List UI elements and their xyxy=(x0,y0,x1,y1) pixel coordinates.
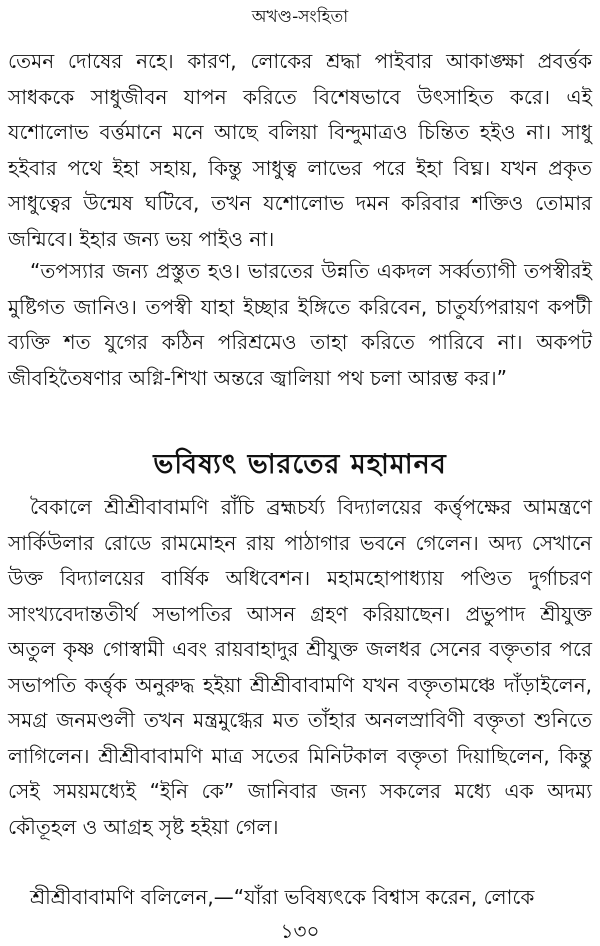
paragraph-lecture-event: বৈকালে শ্রীশ্রীবাবামণি রাঁচি ব্রহ্মচর্য্য বিদ্যালয়ের কর্ত্তৃপক্ষের আমন্ত্রণে সার্কিউলার রোডে রামমোহন রায় পাঠাগার ভবনে গেলেন। অদ্য সেখানে উক্ত বিদ্যালয়ের বার্ষিক অধিবেশন। মহামহোপাধ্যায় পণ্ডিত দুর্গাচরণ সাংখ্যবেদান্ততীর্থ সভাপতির আসন গ্রহণ করিয়াছেন। প্রভুপাদ শ্রীযুক্ত অতুল কৃষ্ণ গোস্বামী এবং রায়বাহাদুর শ্রীযুক্ত জলধর সেনের বক্তৃতার পরে সভাপতি কর্ত্তৃক অনুরুদ্ধ হইয়া শ্রীশ্রীবাবামণি যখন বক্তৃতামঞ্চে দাঁড়াইলেন, সমগ্র জনমণ্ডলী তখন মন্ত্রমুগ্ধের মত তাঁহার অনলস্রাবিণী বক্তৃতা শুনিতে লাগিলেন। শ্রীশ্রীবাবামণি মাত্র সতের মিনিটকাল বক্তৃতা দিয়াছিলেন, কিন্তু সেই সময়মধ্যেই “ইনি কে” জানিবার জন্য সকলের মধ্যে এক অদম্য কৌতূহল ও আগ্রহ সৃষ্ট হইয়া গেল। xyxy=(8,495,592,839)
running-head: অখণ্ড-সংহিতা xyxy=(251,7,349,27)
page-number: ১৩০ xyxy=(280,919,320,943)
paragraph-babamani-said: শ্রীশ্রীবাবামণি বলিলেন,—“যাঁরা ভবিষ্যৎকে বিশ্বাস করেন, লোকে xyxy=(30,885,535,909)
section-heading: ভবিষ্যৎ ভারতের মহামানব xyxy=(153,449,447,480)
paragraph-tapasya-quote: “তপস্যার জন্য প্রস্তুত হও। ভারতের উন্নতি একদল সর্ব্বত্যাগী তপস্বীরই মুষ্টিগত জানিও। তপস্বী যাহা ইচ্ছার ইঙ্গিতে করিবেন, চাতুর্য্যপরায়ণ কপটী ব্যক্তি শত যুগের কঠিন পরিশ্রমেও তাহা করিতে পারিবে না। অকপট জীবহিতৈষণার অগ্নি-শিখা অন্তরে জ্বালিয়া পথ চলা আরম্ভ কর।” xyxy=(8,259,592,390)
paragraph-yasholobh: তেমন দোষের নহে। কারণ, লোকের শ্রদ্ধা পাইবার আকাঙ্ক্ষা প্রবর্ত্তক সাধককে সাধুজীবন যাপন করিতে বিশেষভাবে উৎসাহিত করে। এই যশোলোভ বর্ত্তমানে মনে আছে বলিয়া বিন্দুমাত্রও চিন্তিত হইও না। সাধু হইবার পথে ইহা সহায়, কিন্তু সাধুত্ব লাভের পরে ইহা বিঘ্ন। যখন প্রকৃত সাধুত্বের উন্মেষ ঘটিবে, তখন যশোলোভ দমন করিবার শক্তিও তোমার জন্মিবে। ইহার জন্য ভয় পাইও না। xyxy=(8,49,592,251)
